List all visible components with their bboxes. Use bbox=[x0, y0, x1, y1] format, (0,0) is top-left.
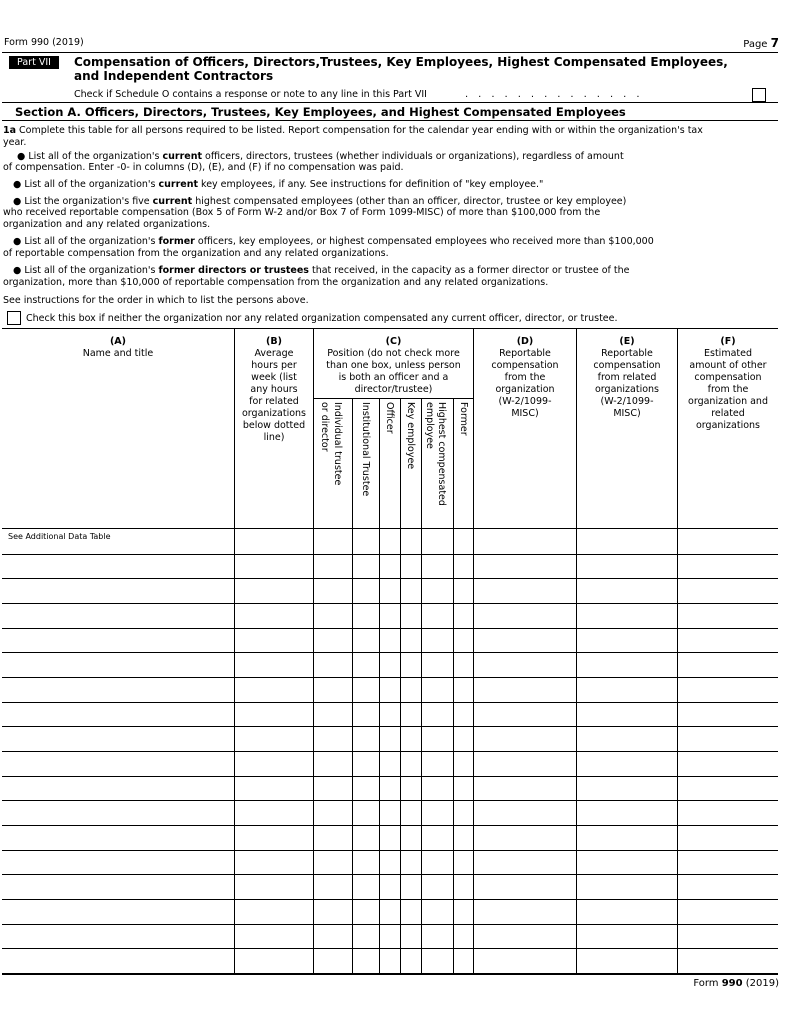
bullet-3-bold: current bbox=[152, 196, 193, 207]
part-rule bbox=[2, 102, 778, 103]
col-divider-cd bbox=[473, 329, 474, 973]
col-d-letter: (D) bbox=[516, 336, 534, 347]
c-sub-highest-comp: Highest compensated bbox=[436, 402, 447, 506]
col-a-letter: (A) bbox=[109, 336, 127, 347]
section-rule bbox=[2, 120, 778, 121]
bullet-5-post: that received, in the capacity as a former director or trustee of the bbox=[308, 265, 630, 276]
table-row bbox=[2, 677, 778, 678]
line-1a bbox=[3, 125, 783, 137]
col-b-l5: for related bbox=[249, 396, 299, 407]
line-1a-cont: year. bbox=[3, 137, 27, 148]
bullet-5: ● List all of the organization's former directors or trustees that received, in the capacity as a former director or trustee of the bbox=[13, 265, 630, 276]
bullet-1-post: officers, directors, trustees (whether individuals or organizations), regardless of amount bbox=[202, 151, 624, 162]
col-f-header bbox=[678, 336, 778, 432]
form-label: Form 990 (2019) bbox=[4, 37, 84, 48]
bullet-2-pre: List all of the organization's bbox=[24, 179, 159, 190]
col-a-title: Name and title bbox=[82, 348, 154, 359]
c-sub-institutional-trustee: Institutional Trustee bbox=[360, 402, 371, 497]
col-e-letter: (E) bbox=[619, 336, 635, 347]
page-number bbox=[743, 36, 779, 50]
header-rule bbox=[2, 52, 778, 53]
col-b-l8: line) bbox=[263, 432, 285, 443]
bullet-3-line2: who received reportable compensation (Box 5 of Form W-2 and/or Box 7 of Form 1099-MISC) of more than $100,000 from the bbox=[3, 207, 601, 218]
bullet-4: ● List all of the organization's former officers, key employees, or highest compensated employees who received more than $100,000 bbox=[13, 236, 654, 247]
col-f-l3: compensation bbox=[694, 372, 762, 383]
additional-data-note: See Additional Data Table bbox=[8, 532, 111, 541]
bullet-5-line2: organization, more than $10,000 of reportable compensation from the organization and any related organizations. bbox=[3, 277, 549, 288]
c-sub-key-employee: Key employee bbox=[405, 402, 416, 470]
col-c-header bbox=[314, 336, 473, 396]
footer-year: (2019) bbox=[742, 978, 779, 989]
col-d-header bbox=[474, 336, 576, 420]
bullet-5-bold: former directors or trustees bbox=[158, 265, 309, 276]
c-sub-individual-trustee-b: or director bbox=[319, 402, 330, 452]
col-d-l4: organization bbox=[495, 384, 555, 395]
table-row bbox=[2, 874, 778, 875]
col-d-l3: from the bbox=[504, 372, 546, 383]
col-c-letter: (C) bbox=[385, 336, 402, 347]
footer-prefix: Form bbox=[693, 978, 722, 989]
line-1a-text: Complete this table for all persons required to be listed. Report compensation for the calendar year ending with or within the organization's tax bbox=[16, 125, 703, 136]
col-b-l1: Average bbox=[254, 348, 294, 359]
c-sub-officer: Officer bbox=[384, 402, 395, 434]
col-e-l3: from related bbox=[597, 372, 657, 383]
col-b-l6: organizations bbox=[241, 408, 307, 419]
table-row bbox=[2, 924, 778, 925]
c-sub-divider-4 bbox=[421, 398, 422, 973]
col-f-l2: amount of other bbox=[689, 360, 767, 371]
table-row bbox=[2, 603, 778, 604]
table-header-rule bbox=[2, 528, 778, 529]
footer-form-no: 990 bbox=[721, 978, 743, 989]
col-b-l2: hours per bbox=[251, 360, 297, 371]
col-e-header bbox=[577, 336, 677, 420]
col-f-l4: from the bbox=[707, 384, 749, 395]
col-c-l1: Position (do not check more bbox=[327, 348, 460, 359]
no-compensation-text: Check this box if neither the organization nor any related organization compensated any current officer, director, or trustee. bbox=[26, 313, 618, 324]
part-badge: Part VII bbox=[9, 56, 59, 69]
col-b-l3: week (list bbox=[251, 372, 297, 383]
bullet-1-pre: List all of the organization's bbox=[28, 151, 163, 162]
c-sub-individual-trustee: Individual trustee bbox=[332, 402, 343, 486]
col-f-l5: organization and bbox=[688, 396, 768, 407]
bullet-3: ● List the organization's five current highest compensated employees (other than an officer, director, trustee or key employee) bbox=[13, 196, 627, 207]
c-sub-top-rule bbox=[313, 398, 473, 399]
part-title-line1: Compensation of Officers, Directors,Trustees, Key Employees, Highest Compensated Employees, bbox=[74, 55, 728, 69]
bullet-1-line2: of compensation. Enter -0- in columns (D), (E), and (F) if no compensation was paid. bbox=[3, 162, 404, 173]
col-b-l7: below dotted bbox=[242, 420, 306, 431]
bullet-4-bold: former bbox=[158, 236, 195, 247]
schedule-o-text: Check if Schedule O contains a response or note to any line in this Part VII bbox=[74, 89, 427, 100]
col-divider-bc bbox=[313, 329, 314, 973]
col-f-l7: organizations bbox=[695, 420, 761, 431]
c-sub-divider-5 bbox=[453, 398, 454, 973]
table-row bbox=[2, 554, 778, 555]
col-f-l1: Estimated bbox=[704, 348, 752, 359]
bullet-3-line3: organization and any related organizations. bbox=[3, 219, 211, 230]
table-row bbox=[2, 899, 778, 900]
form-footer bbox=[693, 978, 779, 989]
c-sub-divider-3 bbox=[400, 398, 401, 973]
c-sub-former: Former bbox=[458, 402, 469, 436]
col-e-l5: (W-2/1099- bbox=[600, 396, 654, 407]
section-a-title: Section A. Officers, Directors, Trustees, Key Employees, and Highest Compensated Employees bbox=[15, 105, 626, 119]
table-row bbox=[2, 850, 778, 851]
bullet-4-post: officers, key employees, or highest compensated employees who received more than $100,000 bbox=[194, 236, 654, 247]
col-b-letter: (B) bbox=[266, 336, 282, 347]
table-row bbox=[2, 776, 778, 777]
schedule-o-checkbox[interactable] bbox=[752, 88, 766, 102]
c-sub-highest-comp-b: employee bbox=[424, 402, 435, 449]
col-e-l6: MISC) bbox=[613, 408, 641, 419]
col-d-l5: (W-2/1099- bbox=[498, 396, 552, 407]
bullet-2-post: key employees, if any. See instructions for definition of "key employee." bbox=[198, 179, 544, 190]
bullet-2-bold: current bbox=[158, 179, 199, 190]
col-e-l4: organizations bbox=[594, 384, 660, 395]
col-a-header bbox=[2, 336, 234, 360]
table-row bbox=[2, 948, 778, 949]
bullet-3-pre: List the organization's five bbox=[24, 196, 153, 207]
c-sub-divider-1 bbox=[352, 398, 353, 973]
bullet-1-bold: current bbox=[162, 151, 203, 162]
col-d-l2: compensation bbox=[491, 360, 559, 371]
table-bottom-rule bbox=[2, 973, 778, 975]
col-c-l2: than one box, unless person bbox=[326, 360, 461, 371]
bullet-4-pre: List all of the organization's bbox=[24, 236, 159, 247]
table-row bbox=[2, 578, 778, 579]
bullet-1: ● List all of the organization's current officers, directors, trustees (whether individuals or organizations), regardless of amount bbox=[17, 151, 624, 162]
bullet-4-line2: of reportable compensation from the organization and any related organizations. bbox=[3, 248, 389, 259]
table-row bbox=[2, 726, 778, 727]
table-top-rule bbox=[2, 328, 778, 329]
col-b-l4: any hours bbox=[250, 384, 298, 395]
col-d-l1: Reportable bbox=[499, 348, 551, 359]
col-e-l2: compensation bbox=[593, 360, 661, 371]
page-number-value: 7 bbox=[770, 36, 779, 50]
col-f-l6: related bbox=[711, 408, 745, 419]
table-row bbox=[2, 702, 778, 703]
col-d-l6: MISC) bbox=[511, 408, 539, 419]
part-title-line2: and Independent Contractors bbox=[74, 69, 274, 83]
table-row bbox=[2, 800, 778, 801]
c-sub-divider-2 bbox=[379, 398, 380, 973]
table-row bbox=[2, 751, 778, 752]
table-row bbox=[2, 825, 778, 826]
bullet-5-pre: List all of the organization's bbox=[24, 265, 159, 276]
col-divider-de bbox=[576, 329, 577, 973]
dot-leader: .............. bbox=[465, 89, 650, 100]
page-prefix: Page bbox=[743, 39, 768, 50]
bullet-2: ● List all of the organization's current key employees, if any. See instructions for definition of "key employee." bbox=[13, 179, 544, 190]
table-row bbox=[2, 628, 778, 629]
col-f-letter: (F) bbox=[720, 336, 736, 347]
no-compensation-checkbox[interactable] bbox=[7, 311, 21, 325]
col-c-l3: is both an officer and a bbox=[338, 372, 449, 383]
bullet-3-post: highest compensated employees (other than an officer, director, trustee or key employee) bbox=[192, 196, 627, 207]
table-row bbox=[2, 652, 778, 653]
col-e-l1: Reportable bbox=[601, 348, 653, 359]
col-b-header bbox=[235, 336, 313, 444]
order-note: See instructions for the order in which to list the persons above. bbox=[3, 295, 309, 306]
col-c-l4: director/trustee) bbox=[354, 384, 433, 395]
line-1a-num: 1a bbox=[3, 125, 17, 136]
